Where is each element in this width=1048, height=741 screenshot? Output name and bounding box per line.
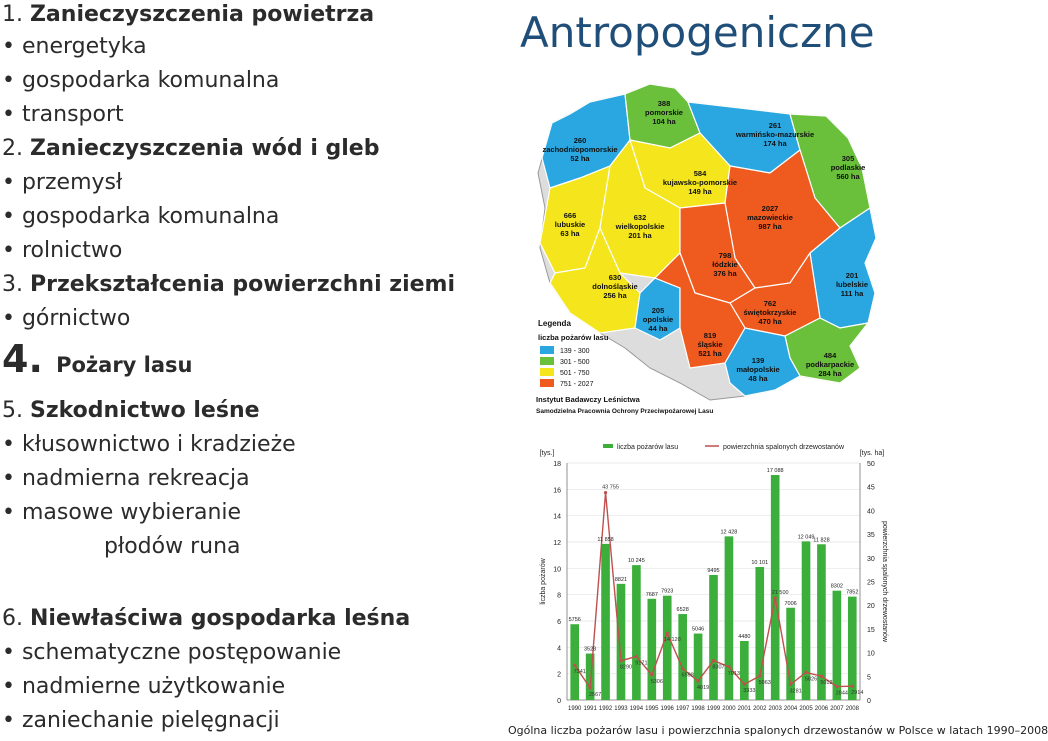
outline-bullet: • górnictwo — [2, 306, 131, 331]
bar-label: 17 088 — [766, 468, 784, 475]
x-tick: 1992 — [598, 706, 613, 712]
bar-label: 7687 — [645, 591, 658, 598]
line-point — [804, 671, 807, 674]
y-left-tick: 6 — [557, 619, 561, 626]
svg-text:łódzkie: łódzkie — [712, 260, 738, 269]
bar-label: 4480 — [738, 634, 751, 641]
y-left-tick: 14 — [553, 513, 561, 521]
y-right-tick: 10 — [867, 650, 875, 658]
svg-text:584: 584 — [693, 169, 707, 178]
line-point — [835, 685, 838, 688]
svg-text:zachodniopomorskie: zachodniopomorskie — [542, 145, 618, 154]
y-right-tick: 15 — [867, 626, 875, 634]
x-tick: 2003 — [768, 706, 782, 712]
legend-label: 301 - 500 — [560, 359, 590, 366]
y-left-tick: 8 — [557, 592, 561, 600]
svg-text:dolnośląskie: dolnośląskie — [592, 282, 638, 291]
y-right-tick: 5 — [867, 674, 871, 682]
svg-text:632: 632 — [633, 213, 647, 222]
svg-text:63 ha: 63 ha — [560, 229, 580, 238]
line-label: 5063 — [758, 680, 771, 687]
bar — [632, 565, 641, 700]
bar-label: 5756 — [568, 617, 581, 624]
svg-text:warmińsko-mazurskie: warmińsko-mazurskie — [735, 130, 815, 139]
line-label: 6598 — [681, 672, 694, 679]
outline-bullet: • kłusownictwo i kradzieże — [2, 432, 296, 457]
svg-text:2027: 2027 — [761, 204, 779, 213]
outline-heading-text: Szkodnictwo leśne — [29, 398, 260, 423]
line-point — [696, 679, 699, 682]
svg-text:762: 762 — [763, 299, 777, 308]
outline-bullet: • masowe wybieranie — [2, 500, 242, 525]
bar-label: 11 858 — [597, 536, 614, 543]
outline-bullet: • nadmierne użytkowanie — [2, 674, 286, 699]
x-tick: 2004 — [783, 706, 798, 712]
x-tick: 1998 — [691, 706, 705, 712]
svg-text:pomorskie: pomorskie — [645, 108, 683, 117]
x-tick: 1995 — [645, 706, 659, 712]
svg-text:987 ha: 987 ha — [758, 222, 782, 231]
x-tick: 2008 — [845, 706, 859, 712]
svg-text:484: 484 — [823, 351, 837, 360]
bar — [601, 544, 610, 700]
svg-text:261: 261 — [768, 121, 782, 130]
x-tick: 1993 — [614, 706, 628, 712]
y-left-tick: 2 — [557, 671, 561, 679]
y-left-tick: 18 — [553, 461, 561, 468]
line-point — [758, 674, 761, 677]
line-point — [573, 664, 576, 667]
legend-swatch — [540, 368, 554, 376]
x-tick: 1996 — [660, 706, 674, 712]
svg-text:podkarpackie: podkarpackie — [805, 360, 855, 369]
svg-text:139: 139 — [751, 356, 765, 365]
bar-label: 7923 — [661, 588, 674, 595]
bar-label: 6528 — [676, 607, 689, 614]
svg-text:256 ha: 256 ha — [603, 291, 627, 300]
bar-label: 7006 — [784, 600, 797, 607]
bar-label: 12 049 — [797, 534, 815, 541]
outline-bullet: • energetyka — [2, 34, 147, 59]
x-tick: 1990 — [568, 706, 582, 712]
svg-text:819: 819 — [703, 331, 717, 340]
outline-heading — [2, 604, 410, 634]
x-tick: 2007 — [830, 706, 844, 712]
outline-heading-text: Zanieczyszczenia wód i gleb — [29, 136, 380, 161]
svg-text:798: 798 — [718, 251, 732, 260]
line-label: 14 120 — [663, 637, 681, 644]
svg-text:wielkopolskie: wielkopolskie — [615, 222, 665, 231]
svg-text:świętokrzyskie: świętokrzyskie — [743, 308, 797, 317]
svg-text:lubuskie: lubuskie — [554, 220, 586, 229]
line-point — [774, 596, 777, 599]
legend-label: 501 - 750 — [560, 370, 590, 377]
outline-heading — [2, 270, 455, 300]
svg-text:149 ha: 149 ha — [688, 187, 712, 196]
bar — [570, 624, 579, 700]
x-tick: 1991 — [583, 706, 597, 712]
legend-line-label: powierzchnia spalonych drzewostanów — [723, 444, 845, 451]
outline-bullet: • rolnictwo — [2, 238, 123, 263]
svg-text:205: 205 — [651, 306, 665, 315]
outline-heading — [2, 0, 374, 30]
y-right-label: powierzchnia spalonych drzewostanów — [881, 520, 888, 643]
line-label: 43 755 — [602, 484, 619, 491]
bar — [833, 591, 842, 700]
svg-text:mazowieckie: mazowieckie — [747, 213, 793, 222]
svg-text:kujawsko-pomorskie: kujawsko-pomorskie — [662, 178, 738, 187]
svg-text:521 ha: 521 ha — [698, 349, 722, 358]
line-point — [743, 683, 746, 686]
bar — [771, 475, 780, 700]
svg-text:260: 260 — [573, 136, 587, 145]
x-tick: 2005 — [799, 706, 813, 712]
legend-title: Legenda — [538, 319, 571, 328]
line-label: 2844 — [835, 690, 848, 697]
y-right-tick: 50 — [867, 461, 875, 468]
legend-label: 139 - 300 — [560, 348, 590, 355]
y-left-tick: 4 — [557, 645, 561, 653]
legend-bar-label: liczba pożarów lasu — [617, 444, 679, 451]
bar — [678, 614, 687, 700]
bar-label: 10 101 — [751, 560, 769, 567]
line-point — [604, 491, 607, 494]
outline-number: 6. — [2, 606, 30, 631]
bar — [848, 597, 857, 700]
svg-text:podlaskie: podlaskie — [830, 163, 866, 172]
bar — [709, 575, 718, 700]
bar-label: 12 428 — [720, 529, 738, 536]
slide-title: Antropogeniczne — [520, 8, 875, 57]
svg-text:44 ha: 44 ha — [648, 324, 668, 333]
line-label: 2914 — [851, 690, 864, 697]
bar-label: 5046 — [691, 626, 705, 633]
line-label: 3281 — [789, 688, 802, 695]
svg-text:376 ha: 376 ha — [713, 269, 737, 278]
outline-heading-text: Zanieczyszczenia powietrza — [29, 2, 375, 27]
legend-swatch — [540, 379, 554, 387]
outline-continuation: płodów runa — [104, 534, 241, 559]
bar-label: 8302 — [830, 583, 843, 590]
svg-text:388: 388 — [657, 99, 671, 108]
svg-text:opolskie: opolskie — [642, 315, 674, 324]
line-label: 21 500 — [771, 590, 789, 597]
bar — [663, 596, 672, 700]
svg-text:666: 666 — [563, 211, 577, 220]
outline-heading — [2, 134, 379, 164]
outline-bullet: • schematyczne postępowanie — [2, 640, 342, 665]
line-label: 5826 — [804, 676, 818, 683]
line-label: 3333 — [743, 688, 756, 695]
line-point — [681, 667, 684, 670]
y-right-tick: 0 — [867, 698, 871, 705]
outline-number: 5. — [2, 398, 30, 423]
x-tick: 2006 — [814, 706, 829, 712]
outline-bullet: • gospodarka komunalna — [2, 68, 280, 93]
outline-bullet: • transport — [2, 102, 124, 127]
line-label: 4019 — [696, 684, 710, 691]
svg-text:284 ha: 284 ha — [818, 369, 842, 378]
legend-label: 751 - 2027 — [560, 381, 594, 388]
map-source-sub: Samodzielna Pracownia Ochrony Przeciwpożarowej Lasu — [536, 408, 714, 415]
svg-text:470 ha: 470 ha — [758, 317, 782, 326]
y-right-tick: 35 — [867, 532, 875, 540]
bar — [786, 608, 795, 700]
line-label: 5012 — [820, 680, 833, 687]
svg-text:201 ha: 201 ha — [628, 231, 652, 240]
bar — [617, 584, 626, 700]
svg-text:48 ha: 48 ha — [748, 374, 768, 383]
svg-text:630: 630 — [608, 273, 622, 282]
line-label: 5306 — [650, 678, 663, 685]
x-tick: 2000 — [722, 706, 736, 712]
svg-text:201: 201 — [845, 271, 859, 280]
y-left-tick: 10 — [553, 566, 561, 574]
line-point — [712, 659, 715, 662]
line-label: 2567 — [589, 691, 602, 698]
x-tick: 2002 — [753, 706, 767, 712]
line-point — [666, 631, 669, 634]
outline-heading — [2, 396, 260, 426]
outline-number: 4. — [2, 337, 57, 381]
y-right-tick: 30 — [867, 555, 875, 563]
line-label: 8290 — [619, 664, 633, 671]
bar-label: 11 828 — [813, 537, 830, 544]
legend-swatch — [540, 346, 554, 354]
outline-bullet: • przemysł — [2, 170, 123, 195]
x-tick: 2001 — [737, 706, 752, 712]
fires-chart — [505, 438, 950, 723]
y-left-tick: 12 — [553, 540, 561, 547]
line-point — [727, 665, 730, 668]
y-left-tick: 0 — [557, 698, 561, 705]
svg-text:śląskie: śląskie — [697, 340, 723, 349]
map-source: Instytut Badawczy Leśnictwa — [536, 395, 640, 404]
y-right-tick: 40 — [867, 508, 875, 516]
outline-heading-big — [2, 337, 193, 381]
line-label: 9171 — [635, 660, 648, 667]
y-right-tick: 20 — [867, 603, 875, 611]
bar-label: 8821 — [614, 576, 628, 583]
y-right-tick: 45 — [867, 484, 875, 492]
outline-heading-text: Przekształcenia powierzchni ziemi — [29, 272, 456, 297]
line-point — [789, 683, 792, 686]
legend-swatch — [540, 357, 554, 365]
legend-bar-swatch — [603, 444, 613, 448]
svg-text:52 ha: 52 ha — [570, 154, 590, 163]
bar-label: 10 245 — [627, 558, 645, 565]
y-right-tick: 25 — [867, 579, 875, 587]
line-point — [619, 659, 622, 662]
x-tick: 1994 — [629, 706, 644, 712]
svg-text:305: 305 — [841, 154, 855, 163]
line-label: 7341 — [573, 669, 586, 676]
bar-label: 9495 — [707, 567, 720, 574]
x-tick: 1997 — [675, 706, 690, 712]
svg-text:104 ha: 104 ha — [652, 117, 676, 126]
outline-number: 2. — [2, 136, 30, 161]
line-label: 7013 — [727, 670, 741, 677]
line-label: 8307 — [712, 664, 725, 671]
line-point — [851, 685, 854, 688]
y-left-tick: 16 — [553, 487, 561, 495]
line-point — [820, 675, 823, 678]
poland-fire-map — [530, 78, 890, 423]
outline-number: 3. — [2, 272, 30, 297]
outline-number: 1. — [2, 2, 30, 27]
x-tick: 1999 — [706, 706, 721, 712]
chart-caption: Ogólna liczba pożarów lasu i powierzchnia spalonych drzewostanów w Polsce w latach 1990–2008 — [508, 724, 1048, 737]
bar-label: 7852 — [846, 589, 859, 596]
y-left-unit: [tys.] — [539, 450, 555, 457]
line-point — [589, 686, 592, 689]
bar-label: 3528 — [584, 646, 597, 653]
svg-text:174 ha: 174 ha — [763, 139, 787, 148]
y-left-label: liczba pożarów — [540, 558, 547, 605]
outline-heading-text: Niewłaściwa gospodarka leśna — [29, 606, 411, 631]
outline-bullet: • gospodarka komunalna — [2, 204, 280, 229]
outline-bullet: • zaniechanie pielęgnacji — [2, 708, 280, 733]
outline-bullet: • nadmierna rekreacja — [2, 466, 250, 491]
legend-subtitle: liczba pożarów lasu — [538, 333, 609, 342]
y-right-unit: [tys. ha] — [859, 450, 885, 457]
line-point — [635, 655, 638, 658]
svg-text:560 ha: 560 ha — [836, 172, 860, 181]
line-point — [650, 673, 653, 676]
svg-text:lubelskie: lubelskie — [835, 280, 869, 289]
outline-heading-text: Pożary lasu — [56, 353, 193, 377]
svg-text:małopolskie: małopolskie — [736, 365, 780, 374]
svg-text:111 ha: 111 ha — [840, 289, 864, 298]
